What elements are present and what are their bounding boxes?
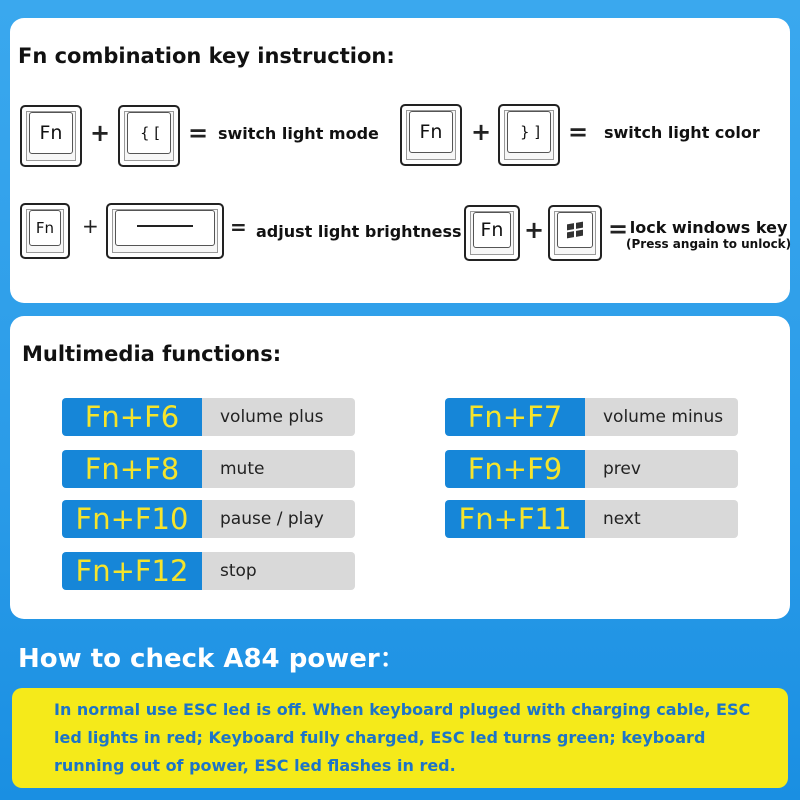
switch-light-color-desc: switch light color bbox=[604, 123, 760, 142]
combo-label: Fn+F8 bbox=[62, 450, 202, 488]
function-label: volume plus bbox=[202, 398, 355, 436]
combo-label: Fn+F9 bbox=[445, 450, 585, 488]
fn-section-title: Fn combination key instruction: bbox=[18, 44, 395, 68]
equals-sign: = bbox=[230, 215, 247, 239]
lock-windows-note: (Press angain to unlock) bbox=[626, 237, 792, 251]
equals-sign: = bbox=[188, 119, 209, 147]
plus-sign: + bbox=[90, 119, 111, 147]
multimedia-item bbox=[62, 398, 355, 436]
power-title: How to check A84 power： bbox=[18, 644, 406, 674]
plus-sign: + bbox=[82, 214, 99, 238]
power-description: In normal use ESC led is off. When keyboard pluged with charging cable, ESC led lights in red; Keyboard fully charged, ESC led turns green; keyboard running out of power, ESC led flashes in red. bbox=[54, 700, 751, 775]
combo-label: Fn+F12 bbox=[62, 552, 202, 590]
windows-logo-icon bbox=[567, 222, 583, 239]
plus-sign: + bbox=[471, 118, 492, 146]
fn-key bbox=[400, 104, 462, 166]
function-label: mute bbox=[202, 450, 355, 488]
multimedia-item bbox=[445, 398, 738, 436]
function-label: volume minus bbox=[585, 398, 738, 436]
fn-combination-panel bbox=[10, 18, 790, 303]
equals-sign: = bbox=[608, 215, 629, 243]
multimedia-item bbox=[62, 450, 355, 488]
fn-key-label: Fn bbox=[473, 212, 511, 248]
combo-label: Fn+F6 bbox=[62, 398, 202, 436]
multimedia-item bbox=[62, 552, 355, 590]
combo-label: Fn+F10 bbox=[62, 500, 202, 538]
multimedia-item bbox=[445, 450, 738, 488]
left-bracket-key-label: { [ bbox=[127, 112, 171, 154]
multimedia-title: Multimedia functions: bbox=[22, 342, 282, 366]
combo-label: Fn+F11 bbox=[445, 500, 585, 538]
power-info-box bbox=[12, 688, 788, 788]
combo-label: Fn+F7 bbox=[445, 398, 585, 436]
space-key bbox=[106, 203, 224, 259]
space-bar-icon bbox=[137, 225, 193, 227]
multimedia-item bbox=[62, 500, 355, 538]
multimedia-item bbox=[445, 500, 738, 538]
right-bracket-key-label: } ] bbox=[507, 111, 551, 153]
lock-windows-key-desc: lock windows key bbox=[629, 218, 788, 237]
fn-key bbox=[464, 205, 520, 261]
function-label: next bbox=[585, 500, 738, 538]
lock-windows-desc-group bbox=[626, 218, 791, 251]
windows-key bbox=[548, 205, 602, 261]
right-bracket-key bbox=[498, 104, 560, 166]
switch-light-mode-desc: switch light mode bbox=[218, 124, 379, 143]
fn-key-label: Fn bbox=[409, 111, 453, 153]
left-bracket-key bbox=[118, 105, 180, 167]
function-label: prev bbox=[585, 450, 738, 488]
windows-key-cap bbox=[557, 212, 593, 248]
function-label: stop bbox=[202, 552, 355, 590]
equals-sign: = bbox=[568, 118, 589, 146]
function-label: pause / play bbox=[202, 500, 355, 538]
fn-key bbox=[20, 105, 82, 167]
space-key-cap bbox=[115, 210, 215, 246]
plus-sign: + bbox=[524, 216, 545, 244]
fn-key bbox=[20, 203, 70, 259]
multimedia-panel bbox=[10, 316, 790, 619]
fn-key-label: Fn bbox=[29, 112, 73, 154]
fn-key-label: Fn bbox=[29, 210, 61, 246]
adjust-light-brightness-desc: adjust light brightness bbox=[256, 222, 462, 241]
